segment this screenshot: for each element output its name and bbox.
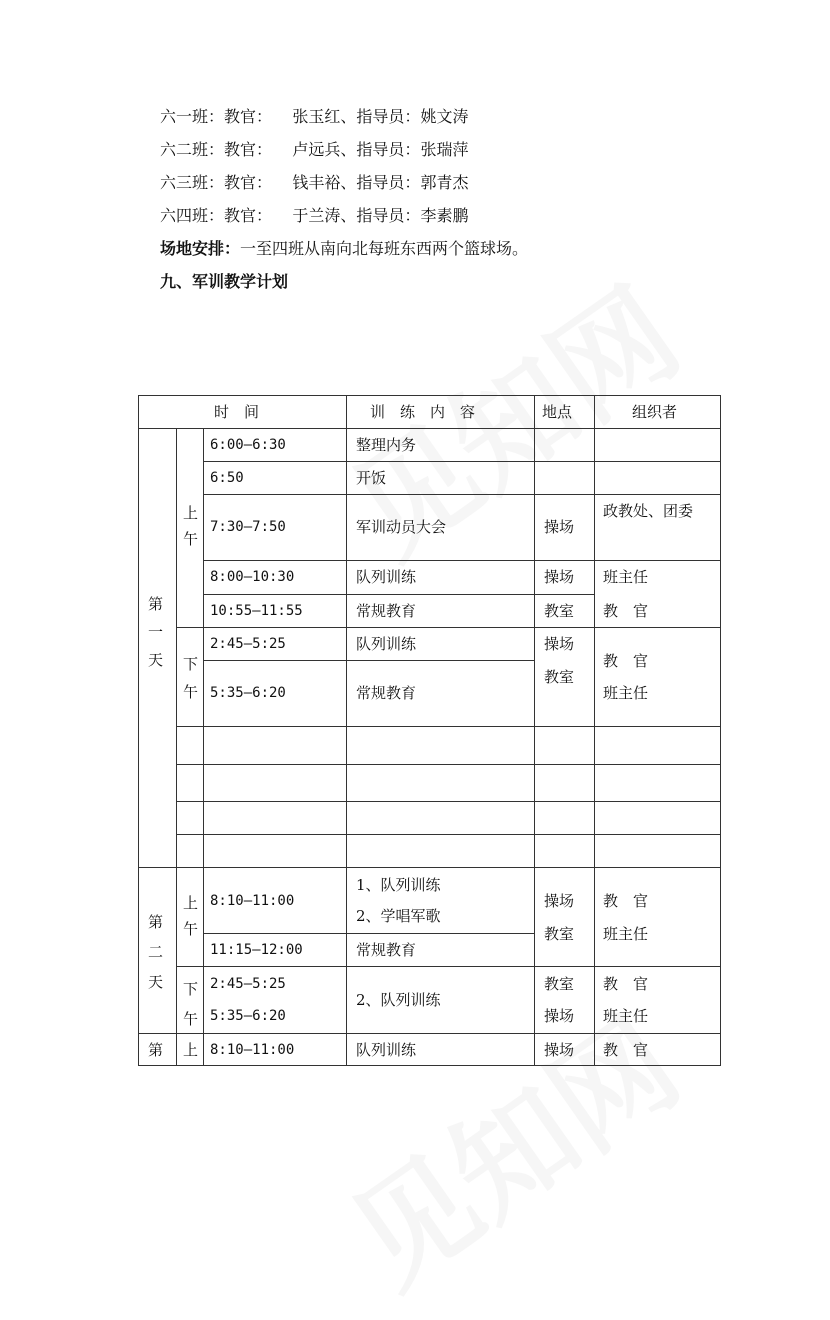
header-time: 时 间: [214, 403, 260, 421]
table-row-content: 队列训练: [356, 1041, 417, 1059]
day3-morning-label: 上: [183, 1041, 199, 1059]
assignment-line: 六一班：教官： 张玉红、指导员：姚文涛: [160, 107, 469, 126]
assignment-line: 六三班：教官： 钱丰裕、指导员：郭青杰: [160, 173, 469, 192]
table-row-content: 常规教育: [356, 602, 417, 620]
table-row-time: 2:45—5:25: [210, 636, 286, 652]
table-row-location: 教室: [544, 925, 575, 943]
day2-afternoon-label: 下午: [183, 980, 199, 1028]
table-row-time: 6:00—6:30: [210, 437, 286, 453]
header-content: 训 练 内 容: [370, 403, 476, 421]
table-row-location: 教室: [544, 975, 575, 993]
table-row-time: 10:55—11:55: [210, 603, 303, 619]
table-row-time: 2:45—5:25: [210, 976, 286, 992]
table-row-location: 操场: [544, 892, 575, 910]
day1-label: 第一天: [148, 595, 164, 669]
day2-label: 第二天: [148, 913, 164, 991]
table-row-location: 操场: [544, 1041, 575, 1059]
table-row-content: 1、队列训练: [356, 876, 441, 894]
table-row-organizer: 政教处、团委: [603, 502, 694, 520]
table-row-content: 军训动员大会: [356, 518, 447, 536]
table-row-time: 8:00—10:30: [210, 569, 295, 585]
table-row-location: 操场: [544, 518, 575, 536]
table-row-organizer: 教 官: [603, 975, 649, 993]
table-row-content: 常规教育: [356, 941, 417, 959]
table-row-organizer: 班主任: [603, 568, 649, 586]
table-row-content: 2、队列训练: [356, 991, 441, 1009]
day1-afternoon-label: 下午: [183, 655, 199, 701]
day3-label: 第: [148, 1041, 164, 1059]
venue-line: [160, 239, 528, 259]
table-row-content: 2、学唱军歌: [356, 907, 441, 925]
table-row-location: 操场: [544, 1007, 575, 1025]
table-row-time: 5:35—6:20: [210, 685, 286, 701]
table-row-organizer: 教 官: [603, 602, 649, 620]
header-location: 地点: [542, 403, 573, 421]
table-row-content: 整理内务: [356, 436, 417, 454]
table-row-content: 常规教育: [356, 684, 417, 702]
day2-morning-label: 上午: [183, 894, 199, 938]
assignment-line: 六四班：教官： 于兰涛、指导员：李素鹏: [160, 206, 469, 225]
table-row-organizer: 教 官: [603, 652, 649, 670]
assignment-line: 六二班：教官： 卢远兵、指导员：张瑞萍: [160, 140, 469, 159]
table-row-content: 队列训练: [356, 635, 417, 653]
table-row-location: 教室: [544, 668, 575, 686]
table-row-time: 5:35—6:20: [210, 1008, 286, 1024]
table-row-time: 8:10—11:00: [210, 1042, 295, 1058]
table-row-content: 队列训练: [356, 568, 417, 586]
table-row-time: 7:30—7:50: [210, 519, 286, 535]
table-row-location: 操场: [544, 635, 575, 653]
table-row-organizer: 教 官: [603, 1041, 649, 1059]
venue-label: 场地安排：: [160, 239, 241, 258]
table-row-content: 开饭: [356, 469, 387, 487]
section-title: 九、军训教学计划: [160, 272, 289, 291]
table-row-location: 操场: [544, 568, 575, 586]
table-row-organizer: 教 官: [603, 892, 649, 910]
table-row-time: 11:15—12:00: [210, 942, 303, 958]
header-organizer: 组织者: [632, 403, 678, 421]
venue-text: 一至四班从南向北每班东西两个篮球场。: [240, 239, 529, 258]
table-row-organizer: 班主任: [603, 1007, 649, 1025]
table-row-time: 6:50: [210, 470, 244, 486]
table-row-organizer: 班主任: [603, 684, 649, 702]
table-row-location: 教室: [544, 602, 575, 620]
table-row-time: 8:10—11:00: [210, 893, 295, 909]
day1-morning-label: 上午: [183, 504, 199, 548]
table-row-organizer: 班主任: [603, 925, 649, 943]
